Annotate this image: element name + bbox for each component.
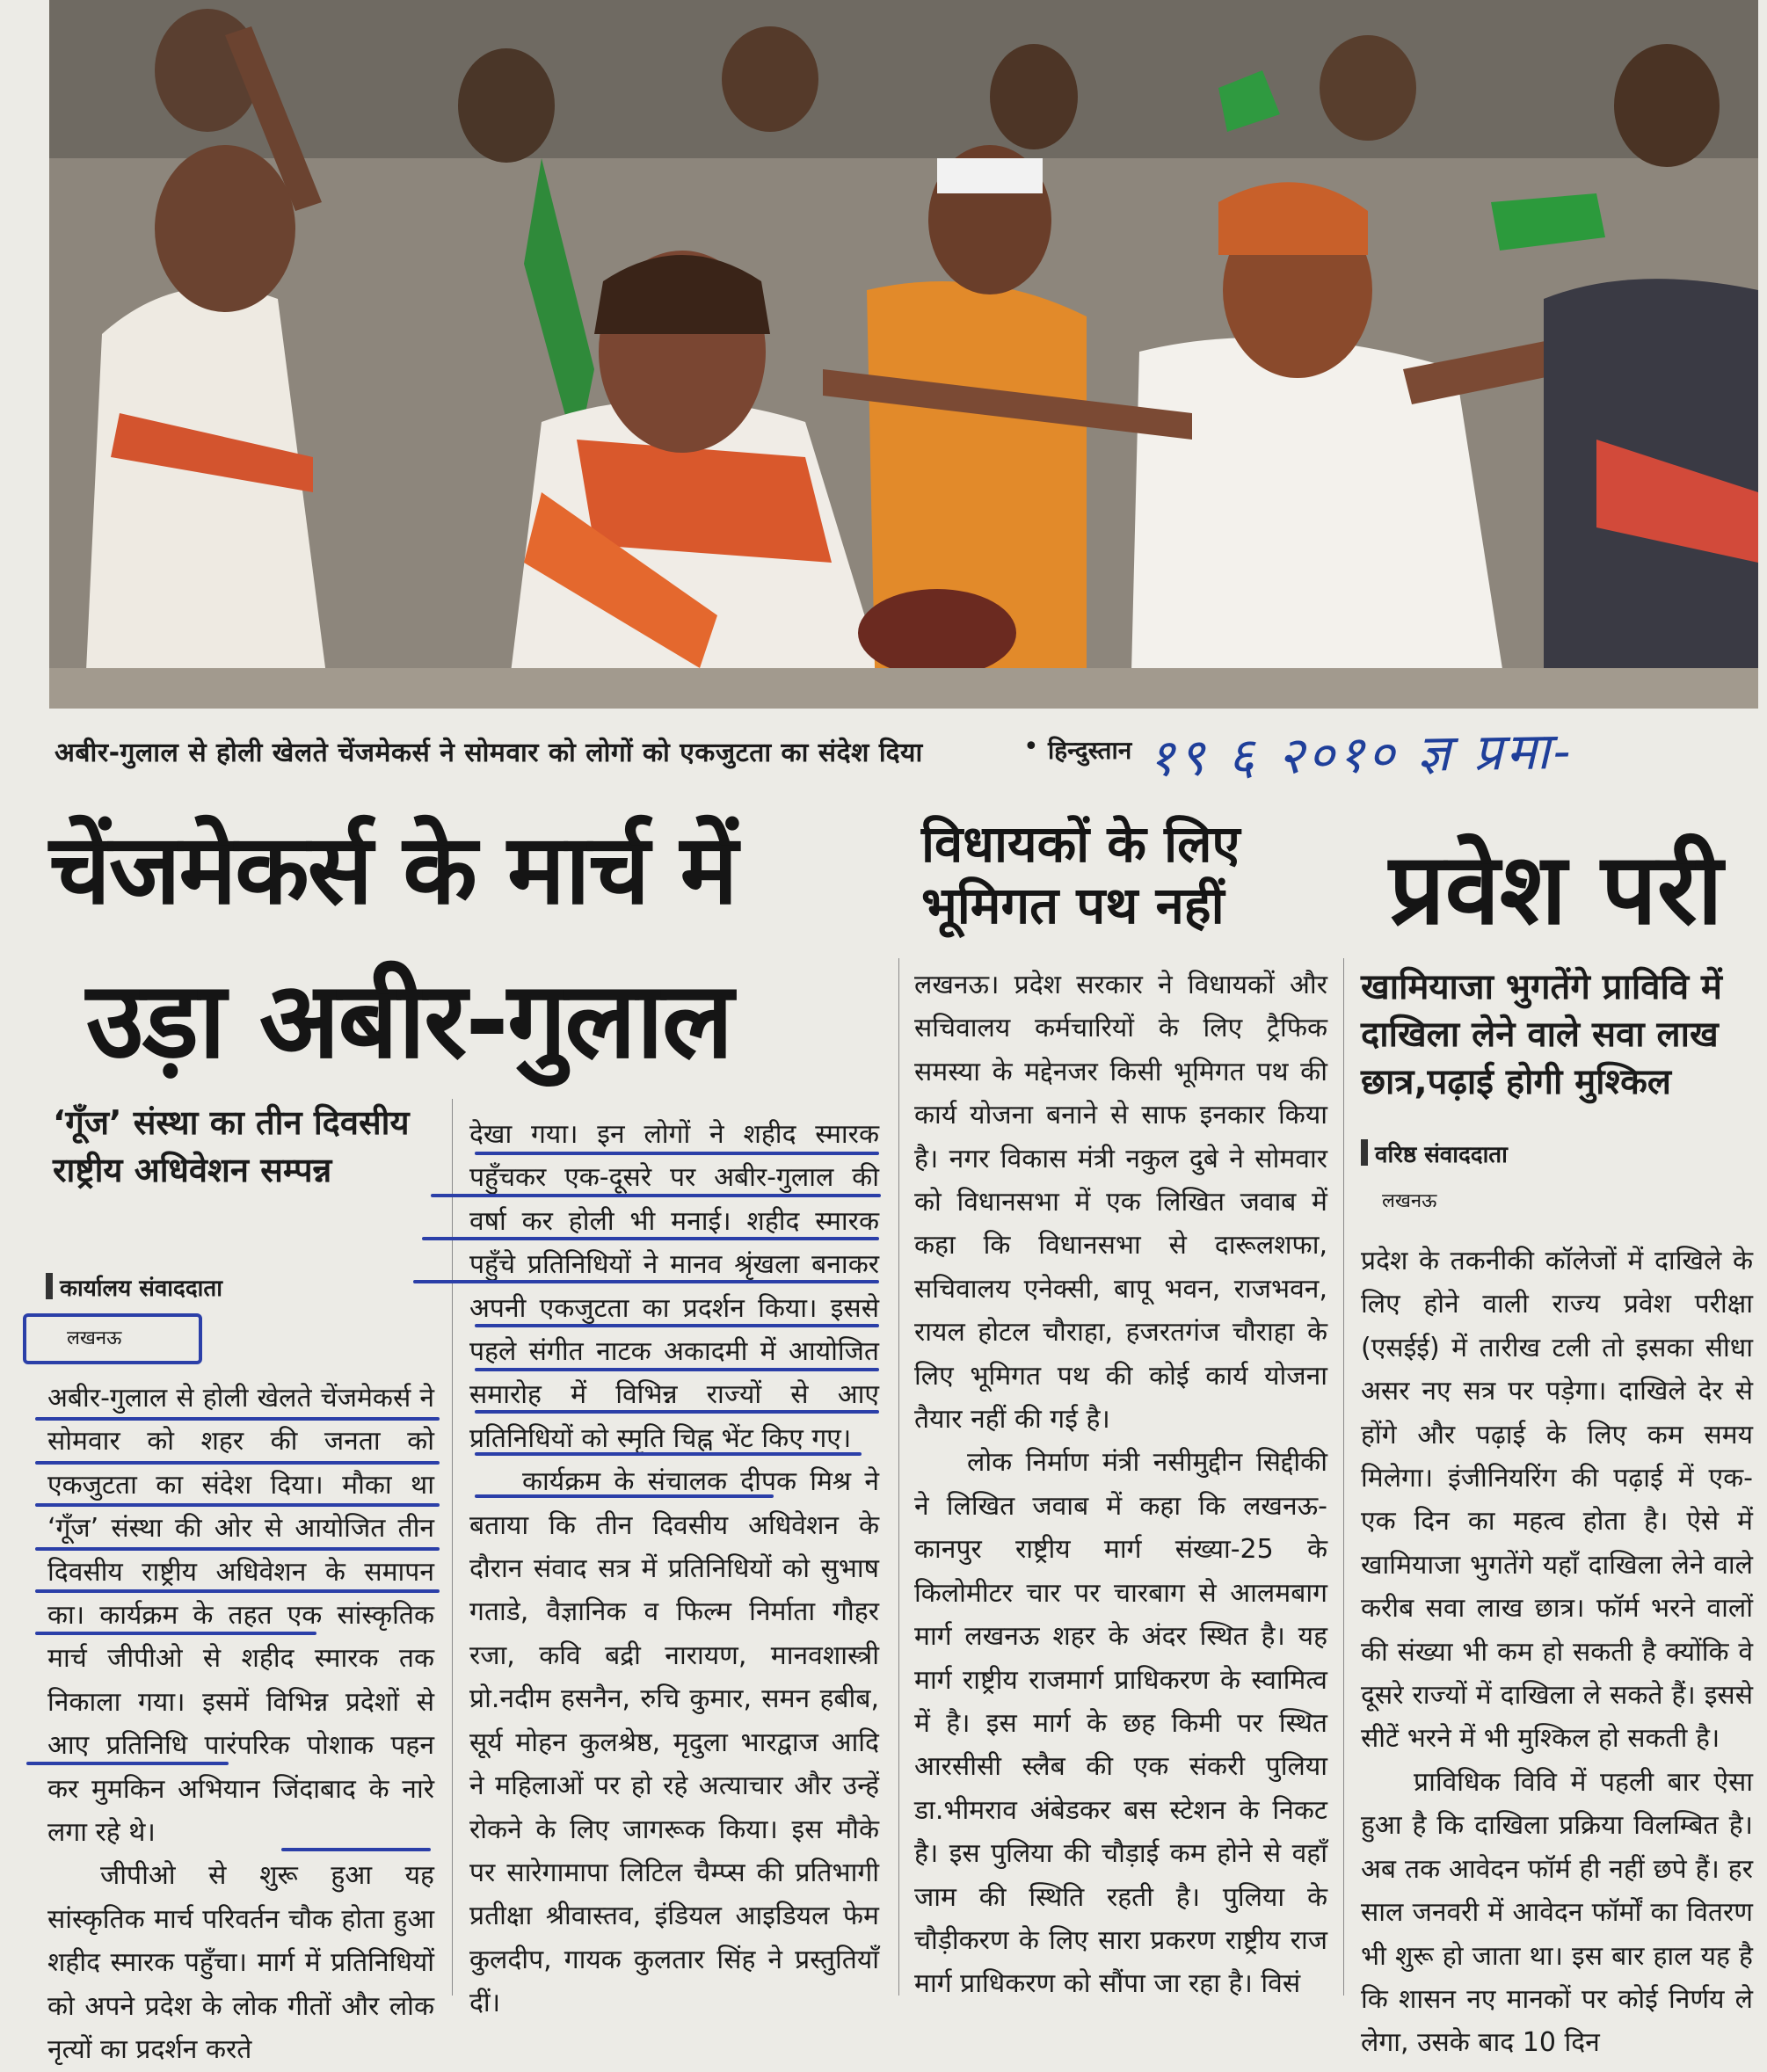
pen-underline <box>281 1848 431 1851</box>
middle-story-column <box>914 963 1327 2000</box>
right-dateline: लखनऊ <box>1382 1190 1437 1212</box>
photo-credit: हिन्दुस्तान <box>1048 736 1132 765</box>
pen-underline <box>35 1632 316 1635</box>
pen-underline <box>413 1280 879 1283</box>
right-subheadline: खामियाजा भुगतेंगे प्राविवि में दाखिला लेने वाले सवा लाख छात्र,पढ़ाई होगी मुश्किल <box>1361 967 1722 1102</box>
crowd-illustration <box>49 0 1758 709</box>
main-headline-line2: उड़ा अबीर-गुलाल <box>86 960 732 1082</box>
right-para-1: प्रदेश के तकनीकी कॉलेजों में दाखिले के लिए होने वाली राज्य प्रवेश परीक्षा (एसईई) में तारीख टली तो इसका सीधा असर नए सत्र पर पड़ेगा। दाखिले देर से होंगे और पढ़ाई के लिए कम समय मिलेगा। इंजीनियरिंग की पढ़ाई में एक-एक दिन का महत्व होता है। ऐसे में खामियाजा भुगतेंगे यहाँ दाखिला लेने वाले करीब सवा लाख छात्र। फॉर्म भरने वालों की संख्या भी कम हो सकती है क्योंकि वे दूसरे राज्यों में दाखिला ले सकते हैं। इससे सीटें भरने में भी मुश्किल हो सकती है। <box>1361 1246 1753 1755</box>
pen-underline <box>35 1589 440 1593</box>
column-rule <box>898 958 899 1996</box>
middle-para-2: लोक निर्माण मंत्री नसीमुद्दीन सिद्दीकी ने लिखित जवाब में कहा कि लखनऊ-कानपुर राष्ट्रीय मार्ग संख्या-25 के किलोमीटर चार पर चारबाग से आलमबाग मार्ग लखनऊ शहर के अंदर स्थित है। यह मार्ग राष्ट्रीय राजमार्ग प्राधिकरण के स्वामित्व में है। इस मार्ग के छह किमी पर स्थित आरसीसी स्लैब की एक संकरी पुलिया डा.भीमराव अंबेडकर बस स्टेशन के निकट है। इस पुलिया की चौड़ाई कम होने से वहाँ जाम की स्थिति रहती है। पुलिया के चौड़ीकरण के लिए सारा प्रकरण राष्ट्रीय राज मार्ग प्राधिकरण को सौंपा जा रहा है। विसं <box>914 1447 1327 2000</box>
right-story-column <box>1361 1240 1753 2059</box>
main-dateline: लखनऊ <box>67 1327 122 1349</box>
pen-underline <box>431 1194 881 1197</box>
photo-caption-row <box>49 720 1755 789</box>
column-rule <box>452 1099 453 1996</box>
main-byline: कार्यालय संवाददाता <box>46 1271 222 1303</box>
main-subheadline: ‘गूँज’ संस्था का तीन दिवसीय राष्ट्रीय अधिवेशन सम्पन्न <box>53 1103 410 1189</box>
handwritten-date-note: १९ ६ २०१० ज्ञ प्रमा- <box>1147 720 1574 789</box>
pen-underline <box>475 1368 879 1371</box>
middle-headline-line1: विधायकों के लिए <box>921 814 1240 874</box>
pen-underline <box>35 1417 440 1421</box>
pen-underline <box>35 1547 440 1551</box>
middle-headline-line2: भूमिगत पथ नहीं <box>921 876 1225 935</box>
pen-underline <box>475 1452 862 1456</box>
pen-box-annotation <box>23 1313 202 1364</box>
caption-bullet: • <box>1023 731 1039 762</box>
main-col1-para-2: जीपीओ से शुरू हुआ यह सांस्कृतिक मार्च परिवर्तन चौक होता हुआ शहीद स्मारक पहुँचा। मार्ग में प्रतिनिधियों को अपने प्रदेश के लोक गीतों और लोक नृत्यों का प्रदर्शन करते <box>47 1860 434 2066</box>
pen-underline <box>475 1494 774 1498</box>
main-col2-para-2: कार्यक्रम के संचालक दीपक मिश्र ने बताया कि तीन दिवसीय अधिवेशन के दौरान संवाद सत्र में प्रतिनिधियों को सुभाष गताडे, वैज्ञानिक व फिल्म निर्माता गौहर रजा, कवि बद्री नारायण, मानवशास्त्री प्रो.नदीम हसनैन, रुचि कुमार, समन हबीब, सूर्य मोहन कुलश्रेष्ठ, मृदुला भारद्वाज आदि ने महिलाओं पर हो रहे अत्याचार और उन्हें रोकने के लिए जागरूक किया। इस मौके पर सारेगामापा लिटिल चैम्प्स की प्रतिभागी प्रतीक्षा श्रीवास्तव, इंडियल आइडियल फेम कुलदीप, गायक कुलतार सिंह ने प्रस्तुतियाँ दीं। <box>469 1466 879 2019</box>
pen-underline <box>475 1152 879 1155</box>
main-col1-para-1: अबीर-गुलाल से होली खेलते चेंजमेकर्स ने सोमवार को शहर की जनता को एकजुटता का संदेश दिया। मौका था ‘गूँज’ संस्था की ओर से आयोजित तीन दिवसीय राष्ट्रीय अधिवेशन के समापन का। कार्यक्रम के तहत एक सांस्कृतिक मार्च जीपीओ से शहीद स्मारक तक निकाला गया। इसमें विभिन्न प्रदेशों से आए प्रतिनिधि पारंपरिक पोशाक पहन कर मुमकिन अभियान जिंदाबाद के नारे लगा रहे थे। <box>47 1383 434 1849</box>
right-byline: वरिष्ठ संवाददाता <box>1361 1138 1508 1169</box>
photo-caption: अबीर-गुलाल से होली खेलते चेंजमेकर्स ने सोमवार को लोगों को एकजुटता का संदेश दिया <box>55 738 923 768</box>
pen-underline <box>35 1503 440 1507</box>
pen-underline <box>35 1461 440 1465</box>
main-story-column-2 <box>469 1113 879 2019</box>
pen-underline <box>422 1237 879 1240</box>
column-rule <box>1343 958 1344 1996</box>
main-headline-line1: चेंजमेकर्स के मार्च में <box>49 813 737 926</box>
festival-photo <box>49 0 1758 709</box>
main-col2-para-1: देखा गया। इन लोगों ने शहीद स्मारक पहुँचकर एक-दूसरे पर अबीर-गुलाल की वर्षा कर होली भी मनाई। शहीद स्मारक पहुँचे प्रतिनिधियों ने मानव श्रृंखला बनाकर अपनी एकजुटता का प्रदर्शन किया। इससे पहले संगीत नाटक अकादमी में आयोजित समारोह में विभिन्न राज्यों से आए प्रतिनिधियों को स्मृति चिह्न भेंट किए गए। <box>469 1119 879 1454</box>
middle-para-1: लखनऊ। प्रदेश सरकार ने विधायकों और सचिवालय कर्मचारियों के लिए ट्रैफिक समस्या के मद्देनजर किसी भूमिगत पथ की कार्य योजना बनाने से साफ इनकार किया है। नगर विकास मंत्री नकुल दुबे ने सोमवार को विधानसभा में एक लिखित जवाब में कहा कि विधानसभा से दारूलशफा, सचिवालय एनेक्सी, बापू भवन, राजभवन, रायल होटल चौराहा, हजरतगंज चौराहा के लिए भूमिगत पथ की कोई कार्य योजना तैयार नहीं की गई है। <box>914 970 1327 1436</box>
right-headline: प्रवेश परी <box>1389 832 1723 947</box>
pen-underline <box>475 1410 879 1414</box>
pen-underline <box>475 1324 879 1327</box>
right-para-2: प्राविधिक विवि में पहली बार ऐसा हुआ है कि दाखिला प्रक्रिया विलम्बित है। अब तक आवेदन फॉर्म ही नहीं छपे हैं। हर साल जनवरी में आवेदन फॉर्मों का वितरण भी शुरू हो जाता था। इस बार हाल यह है कि शासन नए मानकों पर कोई निर्णय ले लेगा, उसके बाद 10 दिन <box>1361 1766 1753 2059</box>
pen-underline <box>26 1762 229 1765</box>
main-story-column-1 <box>47 1377 434 2066</box>
